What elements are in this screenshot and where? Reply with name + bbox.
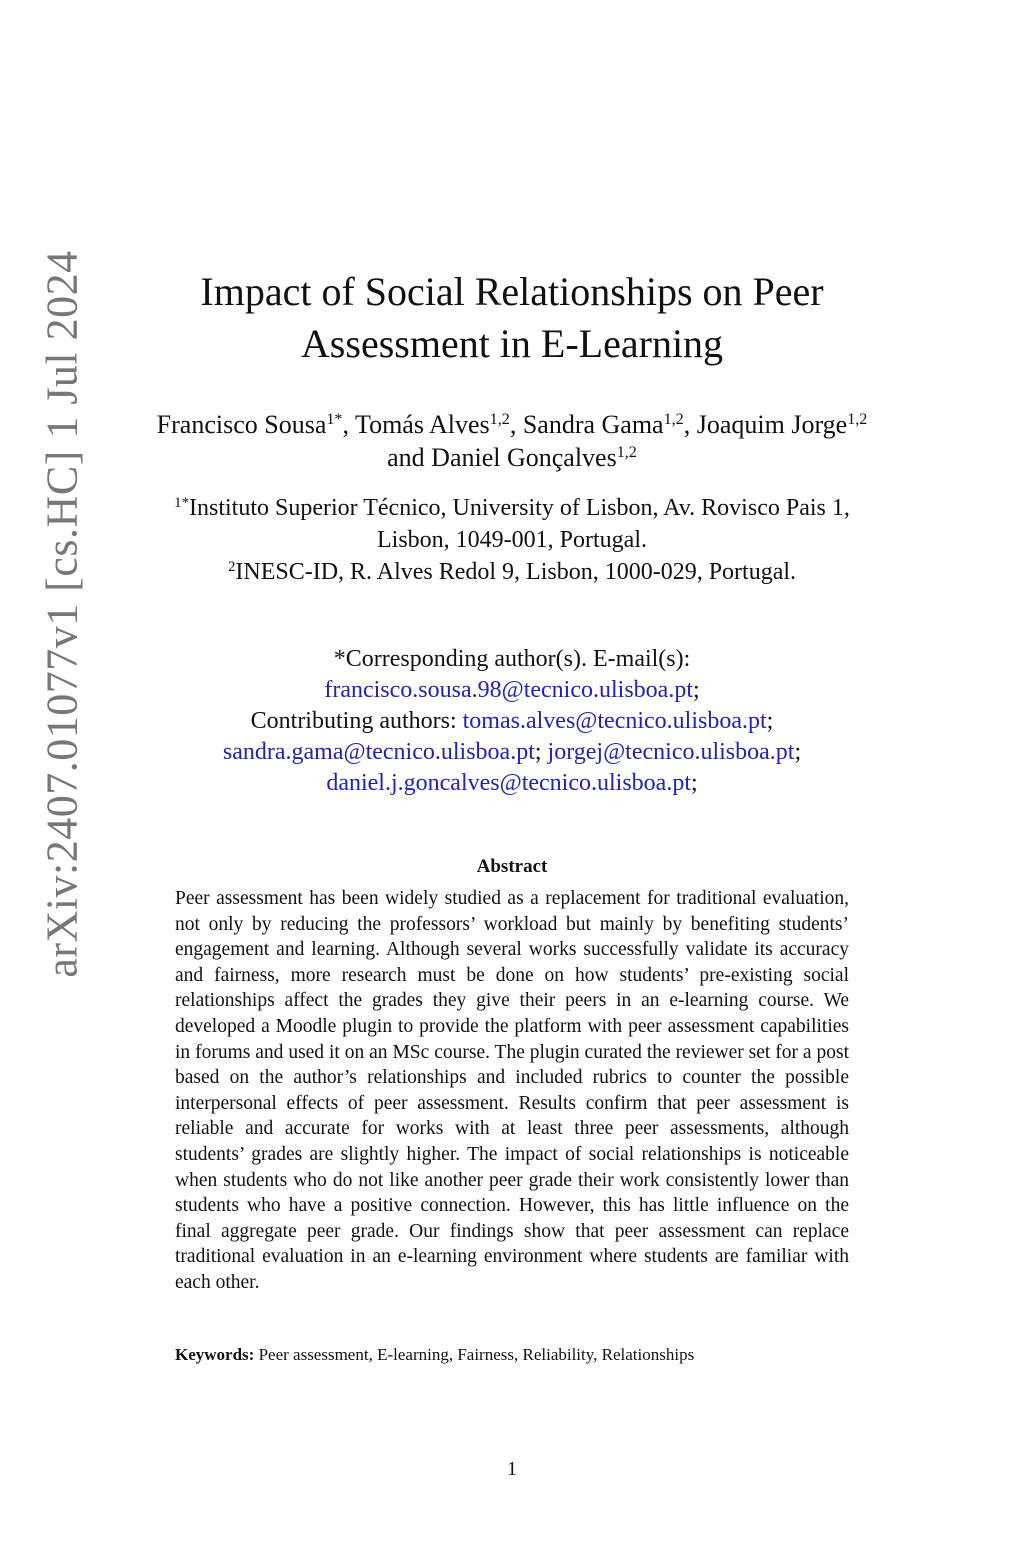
abstract-text: Peer assessment has been widely studied as a replacement for traditional evaluation, not only by reducing the professors’ workload but mainly by benefiting students’ engagement and learning. Although several works successfully validate its accuracy and fairness, more research must be done on how students’ pre-existing social relationships affect the grades they give their peers in an e-learning course. We developed a Moodle plugin to provide the platform with peer assessment capabilities in forums and used it on an MSc course. The plugin curated the reviewer set for a post based on the author’s relationships and included rubrics to counter the possible interpersonal effects of peer assessment. Results confirm that peer assessment is reliable and accurate for works with at least three peer assessments, although students’ grades are slightly higher. The impact of social relationships is noticeable when students who do not like another peer grade their work consistently lower than students who have a positive connection. However, this has little influence on the final aggregate peer grade. Our findings show that peer assessment can replace traditional evaluation in an e-learning environment where students are familiar with each other. (175, 888, 849, 1293)
keywords (175, 1345, 849, 1365)
corresponding-label: *Corresponding author(s). E-mail(s): (333, 646, 691, 672)
author-affiliation-mark: 1,2 (616, 444, 637, 462)
contributor-email-link[interactable]: tomas.alves@tecnico.ulisboa.pt (462, 708, 767, 734)
keywords-text: Peer assessment, E-learning, Fairness, Reliability, Relationships (258, 1345, 695, 1364)
arxiv-side-stamp (32, 226, 92, 1002)
arxiv-identifier: arXiv:2407.01077v1 [cs.HC] 1 Jul 2024 (37, 250, 87, 978)
affiliations (140, 492, 884, 588)
author-affiliation-mark: 1,2 (663, 411, 684, 429)
author-name: Francisco Sousa (156, 410, 327, 439)
author-name: Tomás Alves (355, 410, 490, 439)
author-affiliation-mark: 1,2 (489, 411, 510, 429)
author-name: Daniel Gonçalves (431, 443, 617, 472)
author-name: Sandra Gama (522, 410, 664, 439)
affiliation-1: $^{1*}$Instituto Superior Técnico, University of Lisbon, Av. Rovisco Pais 1, Lisbon, 1049-001, Portugal. (174, 494, 850, 553)
paper-title: Impact of Social Relationships on Peer Assessment in E-Learning (200, 269, 824, 366)
author-affiliation-mark: 1,2 (847, 411, 868, 429)
affiliation-2: $^2$INESC-ID, R. Alves Redol 9, Lisbon, 1000-029, Portugal. (227, 558, 797, 585)
contributor-email-link[interactable]: sandra.gama@tecnico.ulisboa.pt (222, 739, 535, 765)
contributing-label: Contributing authors: (250, 708, 457, 734)
author-name: Joaquim Jorge (696, 410, 848, 439)
corresponding-authors: *Corresponding author(s). E-mail(s): francisco.sousa.98@tecnico.ulisboa.pt; Contributing authors: tomas.alves@tecnico.ulisboa.pt; sandra.gama@tecnico.ulisboa.pt; jorgej@tecnico.ulisboa.pt; daniel.j.goncalves@tecnico.ulisboa.pt; (140, 644, 884, 799)
author-affiliation-mark: 1* (326, 411, 343, 429)
author-list: Francisco Sousa$^{1*}$, Tomás Alves$^{1,2}$, Sandra Gama$^{1,2}$, Joaquim Jorge$^{1,2}$ and Daniel Gonçalves$^{1,2}$ (156, 410, 868, 472)
keywords-label: Keywords: (175, 1345, 255, 1364)
contributor-email-link[interactable]: jorgej@tecnico.ulisboa.pt (547, 739, 795, 765)
contributor-email-link[interactable]: daniel.j.goncalves@tecnico.ulisboa.pt (326, 770, 691, 796)
abstract-heading: Abstract (476, 856, 548, 877)
corresponding-email-link[interactable]: francisco.sousa.98@tecnico.ulisboa.pt (324, 677, 693, 703)
page-number: 1 (507, 1458, 517, 1480)
